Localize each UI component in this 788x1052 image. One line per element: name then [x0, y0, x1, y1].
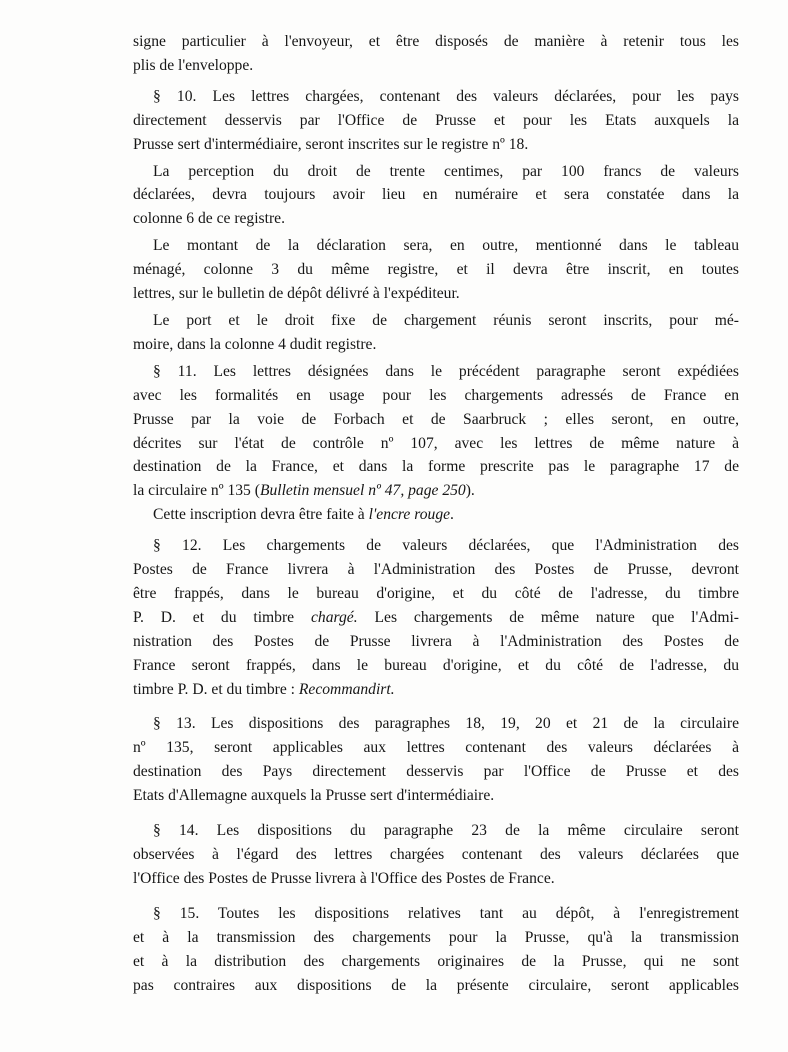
italic-text: l'encre rouge [368, 506, 451, 524]
text-line: nº 135, seront applicables aux lettres contenant des valeurs déclarées à [133, 739, 739, 757]
text-line: l'Office des Postes de Prusse livrera à l'Office des Postes de France. [133, 869, 555, 887]
text-line: P. D. et du timbre chargé. Les chargements de même nature que l'Admi- [133, 608, 739, 626]
text-line: pas contraires aux dispositions de la présente circulaire, seront applicables [133, 976, 739, 994]
paragraph-section-12 [133, 534, 739, 701]
text-line: directement desservis par l'Office de Prusse et pour les Etats auxquels la [133, 111, 739, 129]
text-line: Cette inscription devra être faite à l'encre rouge. [153, 506, 454, 524]
paragraph-section-10-perception [133, 160, 739, 232]
text-line: Etats d'Allemagne auxquels la Prusse sert d'intermédiaire. [133, 787, 495, 805]
text-line: Prusse sert d'intermédiaire, seront inscrites sur le registre nº 18. [133, 135, 529, 153]
paragraph-continuation [133, 30, 739, 78]
text-line: La perception du droit de trente centimes, par 100 francs de valeurs [153, 162, 739, 180]
text-line: déclarées, devra toujours avoir lieu en numéraire et sera constatée dans la [133, 186, 739, 204]
text-line: moire, dans la colonne 4 dudit registre. [133, 335, 377, 353]
text-line: § 14. Les dispositions du paragraphe 23 de la même circulaire seront [153, 822, 739, 840]
italic-text: chargé. [310, 608, 358, 626]
italic-text: Bulletin mensuel nº 47, page 250 [259, 482, 466, 500]
text-line: ménagé, colonne 3 du même registre, et il devra être inscrit, en toutes [133, 261, 739, 279]
text-line: France seront frappés, dans le bureau d'origine, et du côté de l'adresse, du [133, 656, 739, 674]
paragraph-section-14 [133, 819, 739, 891]
text-line: avec les formalités en usage pour les chargements adressés de France en [133, 386, 739, 404]
text-line: destination de la France, et dans la forme prescrite pas le paragraphe 17 de [133, 458, 739, 476]
paragraph-section-11-inscription [133, 503, 739, 527]
paragraph-section-15 [133, 902, 739, 998]
text-line: signe particulier à l'envoyeur, et être disposés de manière à retenir tous les [133, 33, 739, 50]
text-line: être frappés, dans le bureau d'origine, et du côté de l'adresse, du timbre [133, 584, 739, 602]
text-line: décrites sur l'état de contrôle nº 107, avec les lettres de même nature à [133, 434, 739, 452]
text-line: timbre P. D. et du timbre : Recommandirt. [133, 680, 395, 698]
document-body [133, 30, 739, 997]
paragraph-section-10-montant [133, 234, 739, 306]
text-line: § 15. Toutes les dispositions relatives tant au dépôt, à l'enregistrement [153, 904, 739, 922]
text-line: Prusse par la voie de Forbach et de Saarbruck ; elles seront, en outre, [133, 410, 739, 428]
text-line: nistration des Postes de Prusse livrera à l'Administration des Postes de [133, 632, 739, 650]
text-line: Le port et le droit fixe de chargement réunis seront inscrits, pour mé- [153, 311, 739, 329]
paragraph-section-11 [133, 360, 739, 503]
paragraph-section-13 [133, 712, 739, 808]
text-line: § 11. Les lettres désignées dans le précédent paragraphe seront expédiées [153, 362, 739, 380]
italic-text: Recommandirt. [298, 680, 395, 698]
text-line: § 12. Les chargements de valeurs déclarées, que l'Administration des [153, 537, 739, 555]
text-line: destination des Pays directement desservis par l'Office de Prusse et des [133, 763, 739, 781]
text-line: Le montant de la déclaration sera, en outre, mentionné dans le tableau [153, 237, 739, 255]
text-line: la circulaire nº 135 (Bulletin mensuel nº 47, page 250). [133, 482, 475, 500]
text-line: Postes de France livrera à l'Administration des Postes de Prusse, devront [133, 561, 739, 579]
text-line: et à la distribution des chargements originaires de la Prusse, qui ne sont [133, 952, 739, 970]
text-line: observées à l'égard des lettres chargées contenant des valeurs déclarées que [133, 846, 739, 863]
text-line: § 13. Les dispositions des paragraphes 18, 19, 20 et 21 de la circulaire [153, 715, 739, 733]
text-line: et à la transmission des chargements pour la Prusse, qu'à la transmission [133, 928, 739, 946]
text-line: § 10. Les lettres chargées, contenant des valeurs déclarées, pour les pays [153, 87, 739, 105]
text-line: colonne 6 de ce registre. [133, 210, 285, 228]
paragraph-section-10-port [133, 309, 739, 357]
text-line: plis de l'enveloppe. [133, 56, 254, 74]
paragraph-section-10 [133, 85, 739, 157]
text-line: lettres, sur le bulletin de dépôt délivré à l'expéditeur. [133, 285, 460, 303]
